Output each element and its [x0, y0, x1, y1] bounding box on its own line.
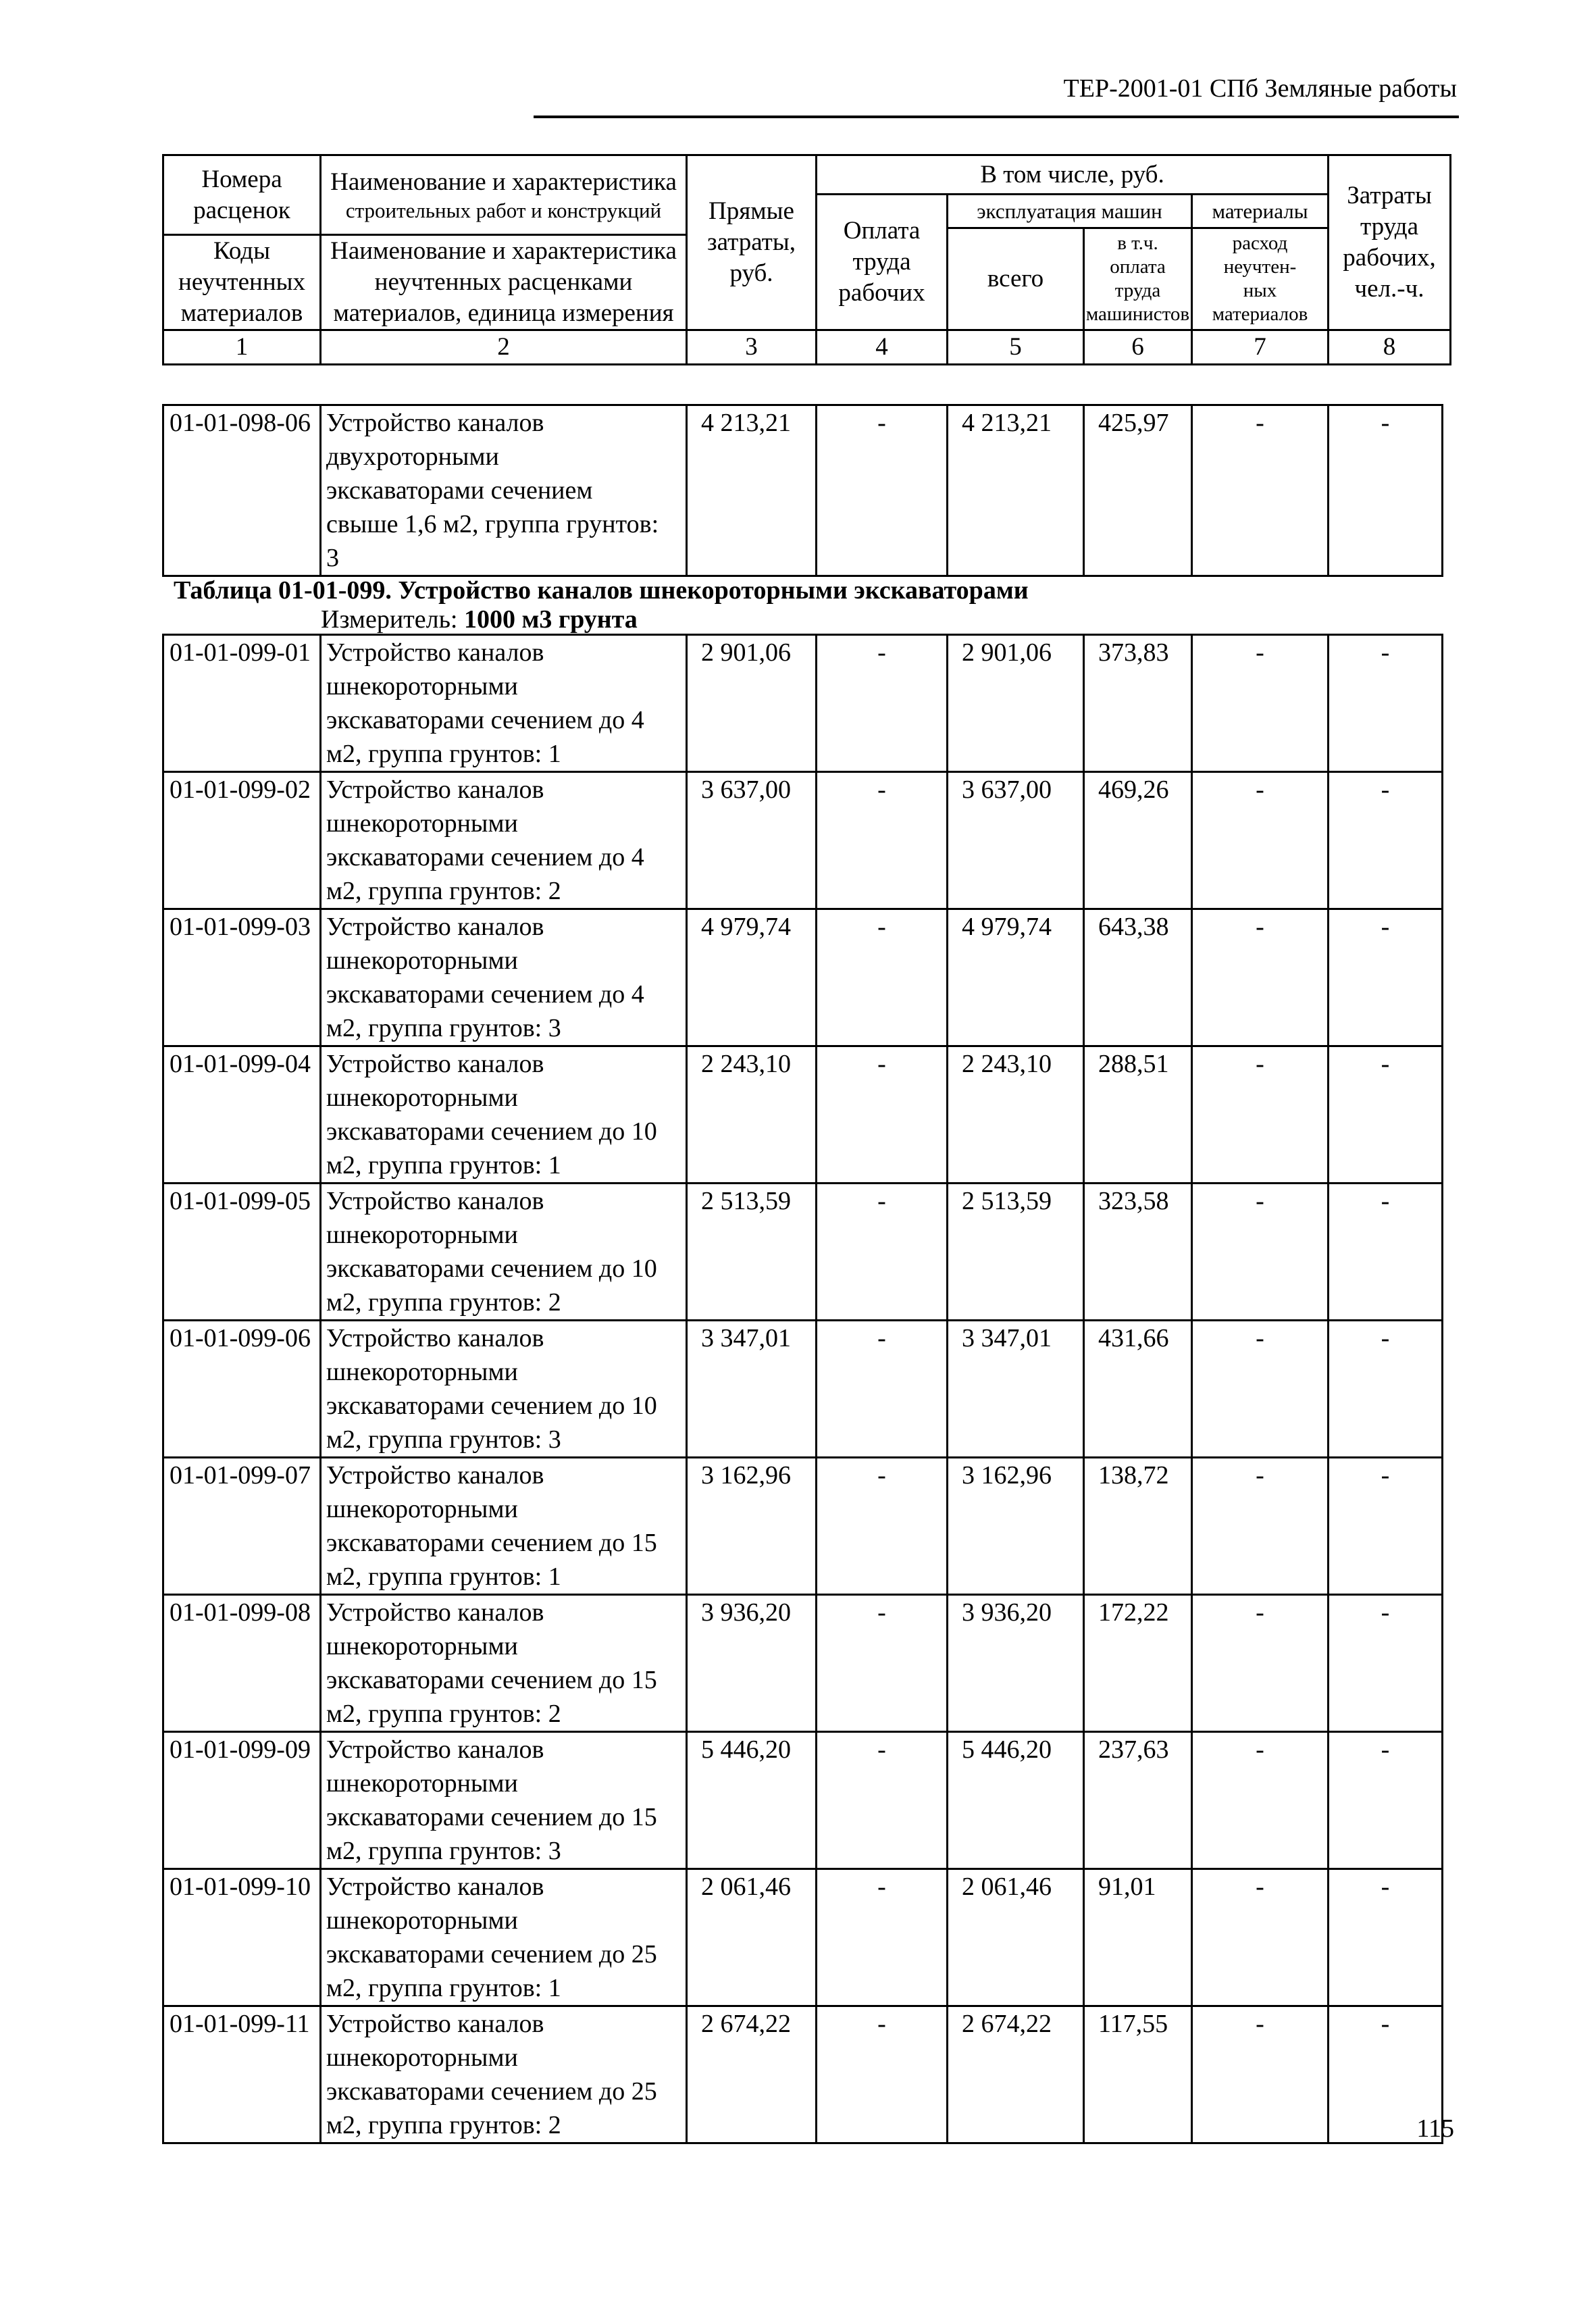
rate-code: 01-01-099-06: [163, 1321, 321, 1458]
description-line: экскаваторами сечением до 4: [326, 980, 644, 1009]
materials-cost: -: [1192, 1869, 1329, 2006]
running-head: ТЕР-2001-01 СПб Земляные работы: [1063, 74, 1457, 103]
description-line: Устройство каналов: [326, 2010, 544, 2038]
direct-cost: 3 936,20: [687, 1595, 817, 1732]
table-title: Таблица 01-01-099. Устройство каналов шнекороторными экскаваторами: [174, 576, 1029, 605]
operators-pay: 288,51: [1084, 1046, 1192, 1184]
table-row: [163, 1458, 1443, 1595]
header-unaccounted-materials: расход неучтен- ных материалов: [1192, 228, 1329, 330]
description-line: экскаваторами сечением до 4: [326, 706, 644, 734]
materials-cost: -: [1192, 1046, 1329, 1184]
labor-cost: -: [1329, 772, 1443, 909]
header-direct-costs: Прямые затраты, руб.: [687, 155, 817, 330]
work-description: [321, 772, 687, 909]
description-line: Устройство каналов: [326, 1461, 544, 1490]
description-line: Устройство каналов: [326, 1598, 544, 1627]
direct-cost: 2 513,59: [687, 1184, 817, 1321]
materials-cost: -: [1192, 772, 1329, 909]
labor-cost: -: [1329, 2006, 1443, 2143]
header-including: В том числе, руб.: [817, 155, 1329, 195]
operators-pay: 172,22: [1084, 1595, 1192, 1732]
operators-pay: 323,58: [1084, 1184, 1192, 1321]
machine-cost: 2 901,06: [948, 635, 1084, 772]
column-header-table: [162, 154, 1451, 365]
table-row: [163, 2006, 1443, 2143]
labor-cost: -: [1329, 1595, 1443, 1732]
direct-cost: 3 347,01: [687, 1321, 817, 1458]
description-line: шнекороторными: [326, 1632, 518, 1660]
materials-cost: -: [1192, 1458, 1329, 1595]
direct-cost: 2 674,22: [687, 2006, 817, 2143]
labor-pay: -: [817, 1184, 948, 1321]
machine-cost: 3 347,01: [948, 1321, 1084, 1458]
description-line: шнекороторными: [326, 1906, 518, 1935]
table-row: [163, 1321, 1443, 1458]
rate-code: 01-01-099-02: [163, 772, 321, 909]
description-line: м2, группа грунтов: 1: [326, 740, 561, 768]
header-rule: [534, 116, 1459, 118]
labor-pay: -: [817, 1046, 948, 1184]
direct-cost: 2 061,46: [687, 1869, 817, 2006]
description-line: Устройство каналов: [326, 409, 544, 437]
description-line: шнекороторными: [326, 2043, 518, 2072]
operators-pay: 117,55: [1084, 2006, 1192, 2143]
direct-cost: 2 901,06: [687, 635, 817, 772]
header-material-codes: Коды неучтенных материалов: [163, 235, 321, 330]
labor-cost: -: [1329, 909, 1443, 1046]
description-line: м2, группа грунтов: 1: [326, 1562, 561, 1591]
rate-code: 01-01-099-09: [163, 1732, 321, 1869]
description-line: двухроторными: [326, 442, 499, 471]
description-line: м2, группа грунтов: 2: [326, 877, 561, 905]
work-description: [321, 909, 687, 1046]
materials-cost: -: [1192, 635, 1329, 772]
header-rate-numbers: Номера расценок: [163, 155, 321, 235]
labor-pay: -: [817, 405, 948, 576]
rate-code: 01-01-099-03: [163, 909, 321, 1046]
labor-pay: -: [817, 635, 948, 772]
work-description: [321, 1595, 687, 1732]
description-line: Устройство каналов: [326, 1873, 544, 1901]
work-description: [321, 1732, 687, 1869]
description-line: шнекороторными: [326, 1358, 518, 1386]
labor-cost: -: [1329, 635, 1443, 772]
description-line: м2, группа грунтов: 2: [326, 2111, 561, 2139]
rate-code: 01-01-099-04: [163, 1046, 321, 1184]
description-line: шнекороторными: [326, 809, 518, 838]
rate-code: 01-01-098-06: [163, 405, 321, 576]
description-line: экскаваторами сечением до 25: [326, 2077, 657, 2106]
description-line: шнекороторными: [326, 946, 518, 975]
description-line: Устройство каналов: [326, 1735, 544, 1764]
measure-unit: [321, 605, 638, 634]
operators-pay: 373,83: [1084, 635, 1192, 772]
description-line: свыше 1,6 м2, группа грунтов:: [326, 510, 659, 538]
measure-label: Измеритель:: [321, 605, 458, 634]
labor-cost: -: [1329, 1184, 1443, 1321]
rates-table-098: [162, 404, 1443, 577]
machine-cost: 2 513,59: [948, 1184, 1084, 1321]
materials-cost: -: [1192, 1184, 1329, 1321]
header-operators-pay: в т.ч. оплата труда машинистов: [1084, 228, 1192, 330]
description-line: шнекороторными: [326, 1084, 518, 1112]
labor-pay: -: [817, 2006, 948, 2143]
description-line: м2, группа грунтов: 2: [326, 1700, 561, 1728]
description-line: м2, группа грунтов: 2: [326, 1288, 561, 1317]
rate-code: 01-01-099-08: [163, 1595, 321, 1732]
labor-pay: -: [817, 1869, 948, 2006]
machine-cost: 2 061,46: [948, 1869, 1084, 2006]
direct-cost: 4 979,74: [687, 909, 817, 1046]
work-description: [321, 1184, 687, 1321]
description-line: 3: [326, 544, 339, 572]
work-description: [321, 1046, 687, 1184]
direct-cost: 4 213,21: [687, 405, 817, 576]
header-materials: материалы: [1192, 195, 1329, 228]
work-description: [321, 635, 687, 772]
table-row: [163, 405, 1443, 576]
direct-cost: 3 637,00: [687, 772, 817, 909]
measure-value: 1000 м3 грунта: [464, 605, 638, 634]
description-line: Устройство каналов: [326, 1050, 544, 1078]
materials-cost: -: [1192, 405, 1329, 576]
table-row: [163, 1184, 1443, 1321]
operators-pay: 469,26: [1084, 772, 1192, 909]
labor-pay: -: [817, 909, 948, 1046]
materials-cost: -: [1192, 1732, 1329, 1869]
table-row: [163, 909, 1443, 1046]
header-machines: эксплуатация машин: [948, 195, 1192, 228]
work-description: [321, 1321, 687, 1458]
description-line: экскаваторами сечением до 10: [326, 1117, 657, 1146]
description-line: экскаваторами сечением: [326, 476, 593, 505]
labor-cost: -: [1329, 405, 1443, 576]
machine-cost: 4 979,74: [948, 909, 1084, 1046]
machine-cost: 2 243,10: [948, 1046, 1084, 1184]
operators-pay: 431,66: [1084, 1321, 1192, 1458]
table-row: [163, 1869, 1443, 2006]
description-line: Устройство каналов: [326, 1187, 544, 1215]
labor-pay: -: [817, 1732, 948, 1869]
labor-pay: -: [817, 772, 948, 909]
work-description: [321, 1869, 687, 2006]
description-line: м2, группа грунтов: 3: [326, 1425, 561, 1454]
operators-pay: 237,63: [1084, 1732, 1192, 1869]
direct-cost: 5 446,20: [687, 1732, 817, 1869]
work-description: [321, 2006, 687, 2143]
work-description: [321, 1458, 687, 1595]
description-line: экскаваторами сечением до 10: [326, 1254, 657, 1283]
operators-pay: 138,72: [1084, 1458, 1192, 1595]
machine-cost: 3 162,96: [948, 1458, 1084, 1595]
operators-pay: 91,01: [1084, 1869, 1192, 2006]
machine-cost: 2 674,22: [948, 2006, 1084, 2143]
description-line: м2, группа грунтов: 1: [326, 1974, 561, 2002]
header-labor-pay: Оплата труда рабочих: [817, 195, 948, 330]
materials-cost: -: [1192, 1321, 1329, 1458]
description-line: шнекороторными: [326, 1769, 518, 1798]
table-row: [163, 635, 1443, 772]
description-line: шнекороторными: [326, 1495, 518, 1523]
description-line: шнекороторными: [326, 672, 518, 701]
description-line: шнекороторными: [326, 1221, 518, 1249]
description-line: экскаваторами сечением до 15: [326, 1803, 657, 1831]
operators-pay: 425,97: [1084, 405, 1192, 576]
description-line: м2, группа грунтов: 1: [326, 1151, 561, 1179]
labor-pay: -: [817, 1595, 948, 1732]
direct-cost: 2 243,10: [687, 1046, 817, 1184]
labor-cost: -: [1329, 1046, 1443, 1184]
labor-pay: -: [817, 1458, 948, 1595]
header-material-name: Наименование и характеристика неучтенных расценками материалов, единица измерения: [321, 235, 687, 330]
rate-code: 01-01-099-07: [163, 1458, 321, 1595]
operators-pay: 643,38: [1084, 909, 1192, 1046]
description-line: экскаваторами сечением до 10: [326, 1392, 657, 1420]
column-numbers-row: 1 2 3 4 5 6 7 8: [163, 330, 1451, 365]
description-line: экскаваторами сечением до 25: [326, 1940, 657, 1968]
labor-pay: -: [817, 1321, 948, 1458]
description-line: Устройство каналов: [326, 1324, 544, 1352]
labor-cost: -: [1329, 1732, 1443, 1869]
table-row: [163, 1732, 1443, 1869]
rate-code: 01-01-099-01: [163, 635, 321, 772]
description-line: Устройство каналов: [326, 776, 544, 804]
labor-cost: -: [1329, 1321, 1443, 1458]
labor-cost: -: [1329, 1869, 1443, 2006]
description-line: Устройство каналов: [326, 638, 544, 667]
header-work-name: Наименование и характеристика строительных работ и конструкций: [321, 155, 687, 235]
table-row: [163, 1595, 1443, 1732]
description-line: м2, группа грунтов: 3: [326, 1837, 561, 1865]
machine-cost: 3 936,20: [948, 1595, 1084, 1732]
machine-cost: 5 446,20: [948, 1732, 1084, 1869]
materials-cost: -: [1192, 1595, 1329, 1732]
description-line: м2, группа грунтов: 3: [326, 1014, 561, 1042]
rate-code: 01-01-099-10: [163, 1869, 321, 2006]
work-description: [321, 405, 687, 576]
header-labor-cost: Затраты труда рабочих, чел.-ч.: [1329, 155, 1451, 330]
table-row: [163, 772, 1443, 909]
labor-cost: -: [1329, 1458, 1443, 1595]
rate-code: 01-01-099-05: [163, 1184, 321, 1321]
header-total: всего: [948, 228, 1084, 330]
page-number: 115: [1416, 2114, 1454, 2143]
direct-cost: 3 162,96: [687, 1458, 817, 1595]
description-line: экскаваторами сечением до 15: [326, 1529, 657, 1557]
table-row: [163, 1046, 1443, 1184]
description-line: Устройство каналов: [326, 913, 544, 941]
description-line: экскаваторами сечением до 15: [326, 1666, 657, 1694]
description-line: экскаваторами сечением до 4: [326, 843, 644, 871]
materials-cost: -: [1192, 2006, 1329, 2143]
materials-cost: -: [1192, 909, 1329, 1046]
rates-table-099: [162, 634, 1443, 2144]
machine-cost: 3 637,00: [948, 772, 1084, 909]
machine-cost: 4 213,21: [948, 405, 1084, 576]
rate-code: 01-01-099-11: [163, 2006, 321, 2143]
